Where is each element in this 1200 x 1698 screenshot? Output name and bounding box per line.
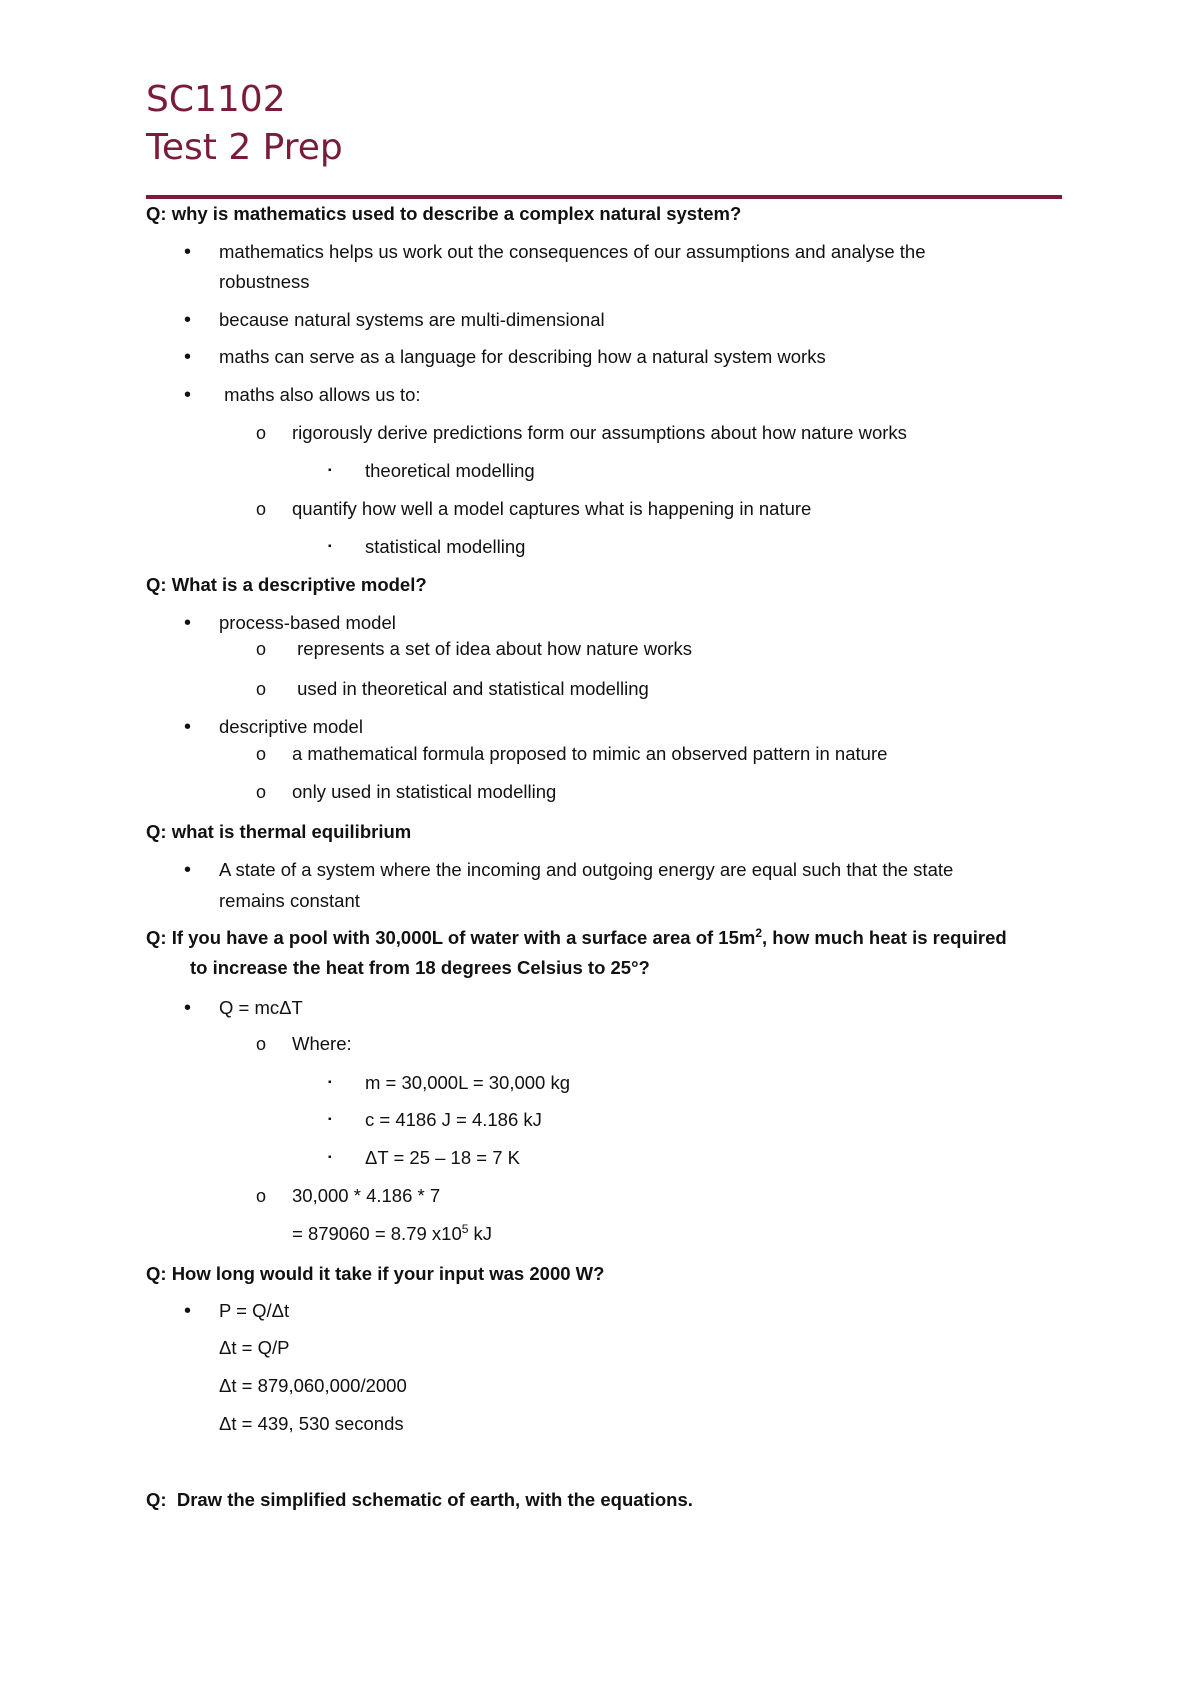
sub-list-item: used in theoretical and statistical modelling	[292, 678, 649, 699]
bullet-disc: •	[184, 241, 192, 263]
list-item: A state of a system where the incoming and outgoing energy are equal such that the state	[219, 859, 954, 880]
sub-list-item: represents a set of idea about how nature works	[292, 638, 693, 659]
bullet-disc: •	[184, 384, 192, 406]
sub-list-item: a mathematical formula proposed to mimic an observed pattern in nature	[292, 743, 888, 764]
sub-list-item: quantify how well a model captures what is happening in nature	[292, 498, 812, 519]
bullet-circle: o	[256, 423, 267, 443]
result-text-b: kJ	[468, 1223, 493, 1244]
question-4-text-a: Q: If you have a pool with 30,000L of water with a surface area of 15m	[146, 927, 756, 948]
variable-value: c = 4186 J = 4.186 kJ	[365, 1109, 542, 1130]
variable-value: m = 30,000L = 30,000 kg	[365, 1072, 571, 1093]
question-6: Q: Draw the simplified schematic of earth, with the equations.	[146, 1489, 693, 1510]
list-item: descriptive model	[219, 716, 363, 737]
question-5: Q: How long would it take if your input was 2000 W?	[146, 1263, 605, 1284]
bullet-square: ▪	[328, 1152, 332, 1163]
list-item: maths can serve as a language for describing how a natural system works	[219, 346, 826, 367]
question-4-continuation: to increase the heat from 18 degrees Celsius to 25°?	[190, 957, 650, 978]
list-item-continuation: robustness	[219, 271, 310, 292]
list-item: process-based model	[219, 612, 396, 633]
equation-line: Δt = Q/P	[219, 1337, 290, 1358]
variable-value: ΔT = 25 – 18 = 7 K	[365, 1147, 520, 1168]
bullet-square: ▪	[328, 541, 332, 552]
equation-line: Δt = 439, 530 seconds	[219, 1413, 404, 1434]
formula: Q = mcΔT	[219, 997, 303, 1018]
page-subtitle: Test 2 Prep	[146, 127, 343, 168]
question-2: Q: What is a descriptive model?	[146, 574, 427, 595]
equation-line: P = Q/Δt	[219, 1300, 290, 1321]
title-divider	[146, 195, 1062, 199]
bullet-circle: o	[256, 744, 267, 764]
bullet-disc: •	[184, 346, 192, 368]
bullet-disc: •	[184, 997, 192, 1019]
bullet-disc: •	[184, 859, 192, 881]
sub-sub-list-item: theoretical modelling	[365, 460, 535, 481]
course-code-title: SC1102	[146, 79, 286, 120]
bullet-disc: •	[184, 309, 192, 331]
calculation: 30,000 * 4.186 * 7	[292, 1185, 441, 1206]
result-text-a: = 879060 = 8.79 x10	[292, 1223, 462, 1244]
sub-list-item: Where:	[292, 1033, 352, 1054]
equation-line: Δt = 879,060,000/2000	[219, 1375, 407, 1396]
question-4-text-b: , how much heat is required	[762, 927, 1007, 948]
question-4	[146, 926, 1007, 950]
calculation-result	[292, 1222, 492, 1246]
bullet-square: ▪	[328, 1114, 332, 1125]
question-3: Q: what is thermal equilibrium	[146, 821, 412, 842]
bullet-square: ▪	[328, 465, 332, 476]
list-item: because natural systems are multi-dimensional	[219, 309, 605, 330]
bullet-circle: o	[256, 639, 267, 659]
sub-list-item: rigorously derive predictions form our assumptions about how nature works	[292, 422, 907, 443]
question-1: Q: why is mathematics used to describe a complex natural system?	[146, 203, 742, 224]
bullet-circle: o	[256, 499, 267, 519]
list-item: maths also allows us to:	[219, 384, 421, 405]
bullet-circle: o	[256, 679, 267, 699]
bullet-disc: •	[184, 1300, 192, 1322]
bullet-square: ▪	[328, 1077, 332, 1088]
bullet-disc: •	[184, 612, 192, 634]
sub-list-item: only used in statistical modelling	[292, 781, 557, 802]
bullet-circle: o	[256, 1034, 267, 1054]
superscript: 2	[755, 925, 763, 940]
bullet-circle: o	[256, 782, 267, 802]
list-item-continuation: remains constant	[219, 890, 360, 911]
bullet-circle: o	[256, 1186, 267, 1206]
superscript: 5	[461, 1221, 469, 1236]
list-item: mathematics helps us work out the consequences of our assumptions and analyse the	[219, 241, 926, 262]
sub-sub-list-item: statistical modelling	[365, 536, 526, 557]
bullet-disc: •	[184, 716, 192, 738]
